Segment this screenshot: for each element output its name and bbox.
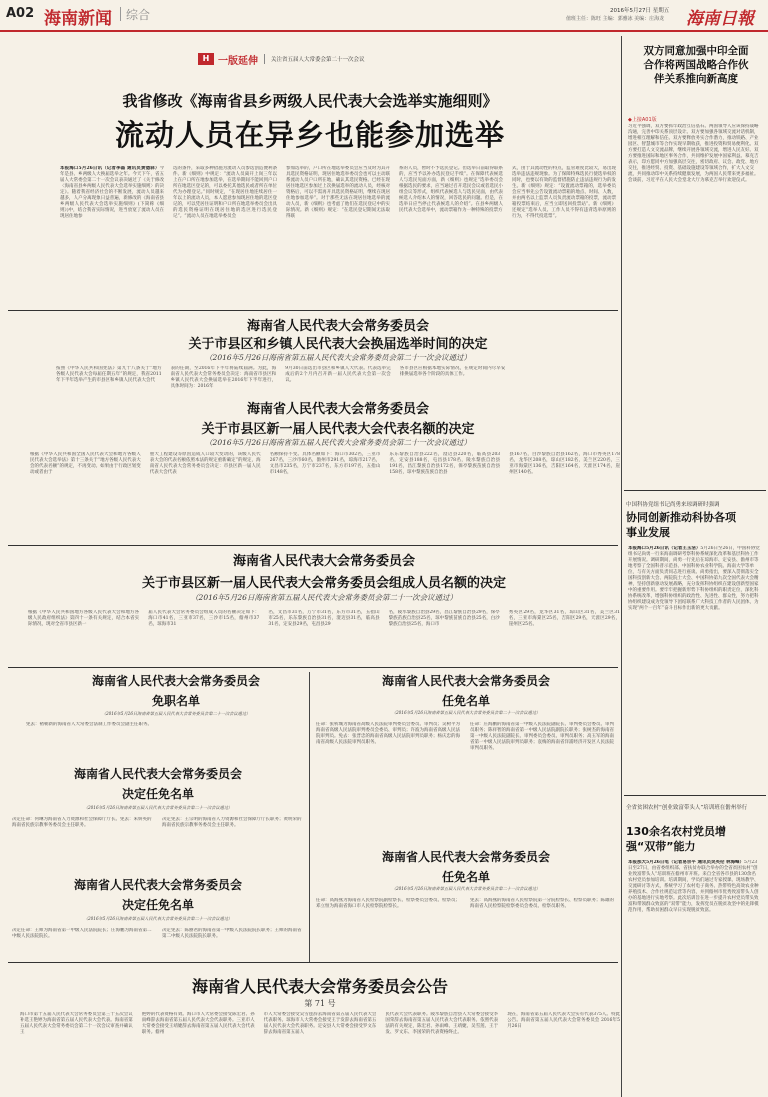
lead-column: 式，由于其流动性的特点，监管难度比较大，易出现选举违法违规现象。为了保障特殊选民行使选举权的同时，也要以有效的监督措施防止违法违规行为的发生。新《细则》规定：“设置流动票箱的，选举委员会应当事先公告设置流动票箱的地点、时间、人数，并由两名以上监票人员负责流动票箱的投票，流动票箱投票结束后，应当立即送回投票站”。新《细则》还规定“选举人员、工作人员不得有违背选举原则的行为，不得代投选票”。 <box>512 166 616 219</box>
sidebar-divider <box>621 36 622 1097</box>
sidebar-body <box>628 546 760 786</box>
sidebar-headline: 协同创新推动科协各项事业发展 <box>626 511 736 539</box>
announcement-title: 海南省人民代表大会常务委员会公告 <box>191 977 448 996</box>
list-title: 免职名单 <box>151 694 200 708</box>
decision-body <box>30 452 620 532</box>
lead-headline: 流动人员在异乡也能参加选举 <box>114 118 505 152</box>
lead-byline: 本报海口5月26日讯（记者李磊 通讯员黄德驿） <box>60 166 160 171</box>
list-body-right: 任命：庄海鹏的海南省第一中级人民法院副院长、审判委员会委员、审判员职务；陈祥智的海南省第一中级人民法院副院长职务；张树杰的海南省第一中级人民法院副院长、审判委员会委员、审判员职务；高玉军的海南省第一中级人民法院审判员职务；袁梅的海南省洋浦经济开发区人民法院审判员职务。 <box>470 722 614 751</box>
list-body-left: 任命：张析城为海南省高级人民法院审判委员会委员、审判员；吴树平为海南省高级人民法院审判委员会委员、审判员；许波为海南省高级人民法院审判员。免去：张晋忠的海南省高级人民法院审判员职务；杨庆忠的海南省高级人民法院审判员职务。 <box>316 722 460 745</box>
section-sub: 综合 <box>126 8 151 22</box>
list-org: 海南省人民代表大会常务委员会 <box>381 674 550 688</box>
sidebar-kicker: 中国科协党组书记尚勇来琼调研时强调 <box>626 502 720 508</box>
decision-column: 秀英区29名，龙华区31名，琼山区31名，美兰区31名，三亚市海棠区25名，吉阳区29名，天涯区29名，崖州区25名。 <box>508 610 620 627</box>
list-meta: （2016年5月26日海南省第五届人民代表大会常务委员会第二十一次会议通过） <box>391 710 541 715</box>
list-dismissal <box>26 672 326 742</box>
decision-deputy-quota <box>30 398 620 540</box>
decision-title: 关于市县区和乡镇人民代表大会换届选举时间的决定 <box>188 337 488 352</box>
sidebar-headline: 130余名农村党员增强“双带”能力 <box>626 825 726 853</box>
decision-column: 根据《中华人民共和国全国人民代表大会和地方各级人民代表大会选举法》第十三条关于“地方各级人民代表大会的代表名额”的规定，不再变动。如果由于行政区划变动或者由于 <box>30 452 141 475</box>
lead-column <box>60 166 164 278</box>
list-body-left: 决定任命：王师为海南省第一中级人民法院院长；庄海鹏为海南省第二中级人民法院院长。 <box>12 928 152 939</box>
decision-column: 名额保持不变。具体名额如下：海口市302名，三亚市267名，三沙市60名，儋州市291名，琼海市217名，文昌市235名，万宁市237名，东方市197名，五指山市148名， <box>269 452 381 475</box>
sidebar-body-text: 5月23日至27日，由省委组织部、省扶贫办联合举办的全省贫困农村“创业致富带头人”培训班在儋州市开班。来自全省各市县的130余名农村党员参加培训。培训期间，学员们通过专家授课、现场教学、交流研讨等方式，系统学习了农村电子商务、热带特色高效农业种养殖技术、合作社规范运营等内容，并到儋州市优秀致富带头人创办的基地进行实地考察。此次培训旨在进一步提升农村党员带头致富和带领群众致富的“双带”能力，发挥党员在脱贫攻坚中的先锋模范作用，帮助贫困群众早日实现脱贫致富。 <box>628 860 759 913</box>
decision-column: 县167名，白沙黎族自治县162名，海口市秀英区178名，龙华区208名，琼山区182名，美兰区220名，三亚市海棠区136名，吉阳区164名，天涯区174名，崖州区140名。 <box>509 452 620 475</box>
announcement-column: 市人大常委会接受吴雪莲辞去海南省第五届人民代表大会代表职务。琼海市人大常委会接受王于发辞去海南省第五届人民代表大会代表职务。定安县人大常委会接受罗文东辞去海南省第五届人 <box>263 1012 377 1035</box>
decision-column: 名，陵水黎族自治县29名，昌江黎族自治县29名，保亭黎族苗族自治县25名，琼中黎族苗族自治县25名，白沙黎族自治县25名，海口市 <box>388 610 500 627</box>
sidebar-byline: 本报海口5月26日讯（记者王玉洁） <box>628 546 701 551</box>
decision-org: 海南省人民代表大会常务委员会 <box>246 319 429 334</box>
list-body-right: 免去：高海燕的海南省人民检察院第一分院检察长、检察员职务；陈雄的海南省人民检察院检察委员会委员、检察员职务。 <box>470 898 614 909</box>
list-meta: （2016年5月26日海南省第五届人民代表大会常务委员会第二十一次会议通过） <box>83 805 233 810</box>
banner-divider <box>264 54 265 64</box>
sidebar-headline: 双方同意加强中印全面合作将两国战略合作伙伴关系推向新高度 <box>643 45 749 85</box>
decision-meta: （2016年5月26日海南省第五届人民代表大会常务委员会第二十一次会议通过） <box>205 353 471 362</box>
list-org: 海南省人民代表大会常务委员会 <box>381 850 550 864</box>
announcement-column: 现在，海南省第五届人民代表大会实有代表375人。特此公告。海南省第五届人民代表大会常务委员会 2016年5月26日 <box>507 1012 620 1029</box>
editors-line: 值班主任：陈旺 主编：郭雅冰 美编：庄海龙 <box>566 16 665 22</box>
lead-article <box>0 40 620 306</box>
list-org: 海南省人民代表大会常务委员会 <box>91 674 260 688</box>
decision-column: 名，文昌市31名，万宁市31名，东方市31名，五指山市25名，乐东黎族自治县31名，澄迈县31名，临高县31名，定安县29名，屯昌县29 <box>268 610 380 627</box>
decision-election-time <box>56 315 620 395</box>
decision-title: 关于市县区新一届人民代表大会代表名额的决定 <box>201 422 475 437</box>
sidebar-rule <box>624 795 766 796</box>
decision-title: 关于市县区新一届人民代表大会常务委员会组成人员名额的决定 <box>141 576 506 591</box>
list-title: 任免名单 <box>441 870 490 884</box>
section-rule <box>8 310 618 311</box>
banner-tag: 一版延伸 <box>218 55 258 67</box>
masthead <box>0 0 768 36</box>
decision-column: 9月30日前选出市县区和乡镇人大代表。代表选举完成后的2个月内召开新一届人民代表大会第一次会议。 <box>285 366 391 383</box>
lead-column-text: 今年是县、乡两级人大换届选举之年。今天下午，省五届人大常委会第二十一次会议表决通过了《关于修改〈海南省县乡两级人民代表大会选举实施细则〉的决定》。随着我省经济社会的不断发展，流动人员越来越多，人户分离现象日益普遍，新修改的《海南省县乡两级人民代表大会选举实施细则》(下简称《细则》)中，结合我省实际情况，进当放宽了流动人员在现居住地参 <box>60 166 164 219</box>
decision-org: 海南省人民代表大会常务委员会 <box>246 402 429 417</box>
list-org: 海南省人民代表大会常务委员会 <box>73 878 242 892</box>
lead-column: 参加选举的，户口所在地选举委员会应当及时为其开具选民资格证明，现居住地选举委员会也可以主动联系流动人员户口所在地，确认其选民资格。已经在现居住地选区参加过上次换届选举的流动人员，经核对资格后，可以不需再开具选民资格证明，继续在现居住地参加选举”。对于那些无法在现居住地选举的流动人员，新《细则》也考虑了他们在选民登记中的实际情况。新《细则》规定：“在选民登记期间无法取得联 <box>286 166 390 219</box>
issue-date: 2016年5月27日 星期五 <box>610 8 670 14</box>
list-meta: （2016年5月26日海南省第五届人民代表大会常务委员会第二十一次会议通过） <box>83 916 233 921</box>
page-number: A02 <box>6 6 35 21</box>
sidebar-rule <box>624 490 766 491</box>
banner <box>198 52 365 66</box>
sidebar-article-diplomacy <box>624 40 764 486</box>
list-appoint-procuratorate <box>312 848 620 940</box>
lead-kicker: 我省修改《海南省县乡两级人民代表大会选举实施细则》 <box>122 92 498 110</box>
decision-meta: （2016年5月26日海南省第五届人民代表大会常务委员会第二十一次会议通过） <box>205 438 471 447</box>
lead-column: 选的条件，采取多种措施为流动人员参选创造便利条件。新《细则》中规定：“流动人员离开上岗三年以上在户口所在地参加选举，在选举期间不能回到户口所在地选区登记的，可以委托其他选民或者所在单位代为办理登记。”同时规定，“在现居住地连续居住一年以上的流动人员，本人愿意参加现居住地的选区登记的，可以凭居住证明和户口所在地选举委员会出具的选民资格证明在现居住地的选区进行选民登记”。“流动人员在地选举委员会 <box>173 166 277 219</box>
decision-column: 表的任期，至2016年下半年将陆续届满。为此，海南省人民代表大会常务委员会决定：海南省市县区和乡镇人民代表大会换届选举在2016年下半年进行，具体时间为：2016年 <box>170 366 277 389</box>
decision-meta: （2016年5月26日海南省第五届人民代表大会常务委员会第二十一次会议通过） <box>191 593 457 602</box>
list-body-right: 决定免去：王宗明的海南省人力资源和社会保障厅厅长职务；黄明荣的海南省民族宗教事务委员会主任职务。 <box>162 817 302 828</box>
banner-tag-icon: H <box>198 53 214 65</box>
decision-column: 根据《中华人民共和国地方各级人民代表大会和地方各级人民政府组织法》第四十一条有关规定，结合本省实际情况，现对全省市县区新一 <box>28 610 140 627</box>
decision-column: 按照《中华人民共和国宪法》第九十八条关于“地方各级人民代表大会每届任期五年”的规定，我省2011年下半年选举产生的市县区和乡镇人民代表大会代 <box>56 366 162 383</box>
list-meta: （2016年5月26日海南省第五届人民代表大会常务委员会第二十一次会议通过） <box>391 886 541 891</box>
announcement-body <box>20 1012 620 1092</box>
sidebar-article-science <box>624 494 764 790</box>
sidebar-article-training <box>624 798 764 1094</box>
list-decide-ministry <box>10 765 306 877</box>
newspaper-logo: 海南日報 <box>686 9 754 29</box>
list-body-left: 任命：高海燕为海南省人民检察院副检察长、检察委员会委员、检察员；邓立恒为海南省海口市人民检察院检察长。 <box>316 898 460 909</box>
sidebar-body <box>628 860 760 1090</box>
announcement-number: 第 71 号 <box>304 999 336 1008</box>
list-title: 决定任免名单 <box>121 787 194 801</box>
announcement-column: 海口市第十五届人民代表大会常务委员会第三十五次会议补选王艳婷为海南省第五届人民代表大会代表。海南省第五届人民代表大会常务委员会第二十一次会议审查并确认王 <box>20 1012 133 1035</box>
decision-org: 海南省人民代表大会常务委员会 <box>232 554 415 569</box>
section-rule <box>8 962 618 963</box>
decision-column: 乐东黎族自治县222名，澄迈县220名，临高县203名，定安县188名，屯昌县178名，陵水黎族自治县191名，昌江黎族自治县172名，保亭黎族苗族自治县158名，琼中黎族苗族自治县 <box>389 452 501 475</box>
decision-body <box>28 610 620 658</box>
list-body-left: 决定任命：何琳为海南省人力资源和社会保障厅厅长。免去：朱妍英的海南省民族宗教事务委员会主任职务。 <box>12 817 152 828</box>
decision-column: 届人民代表大会常务委员会组成人员的名额决定如下：海口市41名，三亚市37名，三沙市15名，儋州市37名，琼海市31 <box>148 610 260 627</box>
decision-column <box>514 366 620 398</box>
list-decide-courts <box>10 876 306 966</box>
list-title: 决定任免名单 <box>121 898 194 912</box>
sidebar-lead-in <box>628 116 657 123</box>
list-appoint-courts <box>312 672 620 842</box>
decision-column: 各市县区应根据本地实际情况，在规定时间内尽早安排换届选举各个阶段的具体工作。 <box>399 366 506 377</box>
list-title: 任免名单 <box>441 694 490 708</box>
sidebar-body-text: 5月26日至26日，中国科协党组书记尚勇一行来海南调研考察科协系统深化改革和基层科协工作开展情况。调研期间，尚勇一行先后在琼海市、定安县、儋州市等地考察了全国科普示范县、中国科协农业科学院、海南大学等单位，与有关方面负责同志进行座谈。尚勇指出，要深入贯彻落实全国科技创新大会、两院院士大会、中国科协第九次全国代表大会精神，坚持创新驱动发展战略，充分发挥科协组织在建设创新型国家中的重要作用。要牢牢把握新形势下科协组织的职责定位，深化科协系统改革，增强科协组织的政治性、先进性、群众性，努力把科协组织建设成为党领导下团结联系广大科技工作者的人民团体，为实现“两个一百年”奋斗目标作出新的更大贡献。 <box>628 546 760 611</box>
banner-text: 关注省五届人大常委会第二十一次会议 <box>271 57 365 63</box>
section-rule <box>8 545 618 546</box>
sidebar-byline: 本报那大5月26日电（记者易宗平 通讯员吴英伦 林海峰） <box>628 860 745 865</box>
decision-committee-quota <box>28 550 620 662</box>
continue-marker-icon: ◆ <box>628 117 632 123</box>
sidebar-kicker: 全省贫困农村“创业致富带头人”培训班在儋州举行 <box>626 805 748 811</box>
announcement-column: 艳婷的代表资格有效。海口市人大常委会接受陈宏君、孙雨峰辞去海南省第五届人民代表大会代表职务。三亚市人大常委会接受王靖婕辞去海南省第五届人民代表大会代表职务。儋州 <box>141 1012 255 1035</box>
column-divider <box>309 672 310 962</box>
lead-body <box>60 166 616 278</box>
sidebar-lead-in-text: 上接A01版 <box>631 117 657 123</box>
announcement <box>20 966 620 1094</box>
section-title: 海南新闻 <box>44 9 112 29</box>
list-body: 免去：褚朝新的海南省人大常委会法制工作委员会副主任职务。 <box>26 722 152 727</box>
announcement-column: 民代表大会代表职务。陵水黎族自治县人大常委会接受李国荣辞去海南省第五届人民代表大会代表职务。依照代表法的有关规定，陈宏君、孙雨峰、王靖婕、吴雪莲、王于发、罗文东、李国荣的代表资格终止。 <box>385 1012 499 1035</box>
decision-body <box>56 366 620 398</box>
section-rule <box>8 667 618 668</box>
list-body-right: 决定免去：陈丽君的海南省第一中级人民法院院长职务；王师的海南省第二中级人民法院院长职务。 <box>162 928 302 939</box>
lead-column: 系的人员，暂时不予选民登记。但选举日前取得联系的，应当予以补办选民登记手续”。在保障代表候选人与选民见面方面，新《细则》也规定“选举委员会根据选民的要求，应当通过召开选民会议或者选民小组会议等形式，组织代表候选人与选民见面，由代表候选人介绍本人的情况，回答选民的问题。但是，在选举日应当停止代表候选人的介绍”。在县乡两级人民代表大会选举中，流动票箱作为一种特殊的投票方 <box>399 166 503 213</box>
masthead-rule <box>0 30 768 32</box>
list-meta: （2016年5月26日海南省第五届人民代表大会常务委员会第二十一次会议通过） <box>101 711 251 716</box>
decision-column: 重大工程建设等原因造成人口较大变动的，该级人民代表大会的代表名额依照本法的规定重新确定”的规定，海南省人民代表大会常务委员会决定：市县区新一届人民代表大会代表 <box>149 452 261 475</box>
list-org: 海南省人民代表大会常务委员会 <box>73 767 242 781</box>
sidebar-body: 习近平强调，双方要抓牢政治互信基石。两国领导人应该保持战略沟通，完善中印关系顶层设计。双方要加强各领域交流对话机制，增进相互理解和信任。双方要释放务实合作潜力，推动铁路、产业园区、智慧城市等合作实现早期收获，推进投资和贸易便利化。双方要打造人文交流品牌，继续开展各领域交流，增进人民友好。双方要推进国际和地区事务合作，共同维护发展中国家利益。慕克吉表示，印方愿同中方加强高层交往，密切政府、议会、政党、地方交往，推进经贸、投资、基础设施建设等领域合作，扩大人文交流，共同推动印中关系持续健康发展，为两国人民带来更多福祉。会谈前，习近平在人民大会堂北大厅为慕克吉举行欢迎仪式。 <box>628 124 759 183</box>
